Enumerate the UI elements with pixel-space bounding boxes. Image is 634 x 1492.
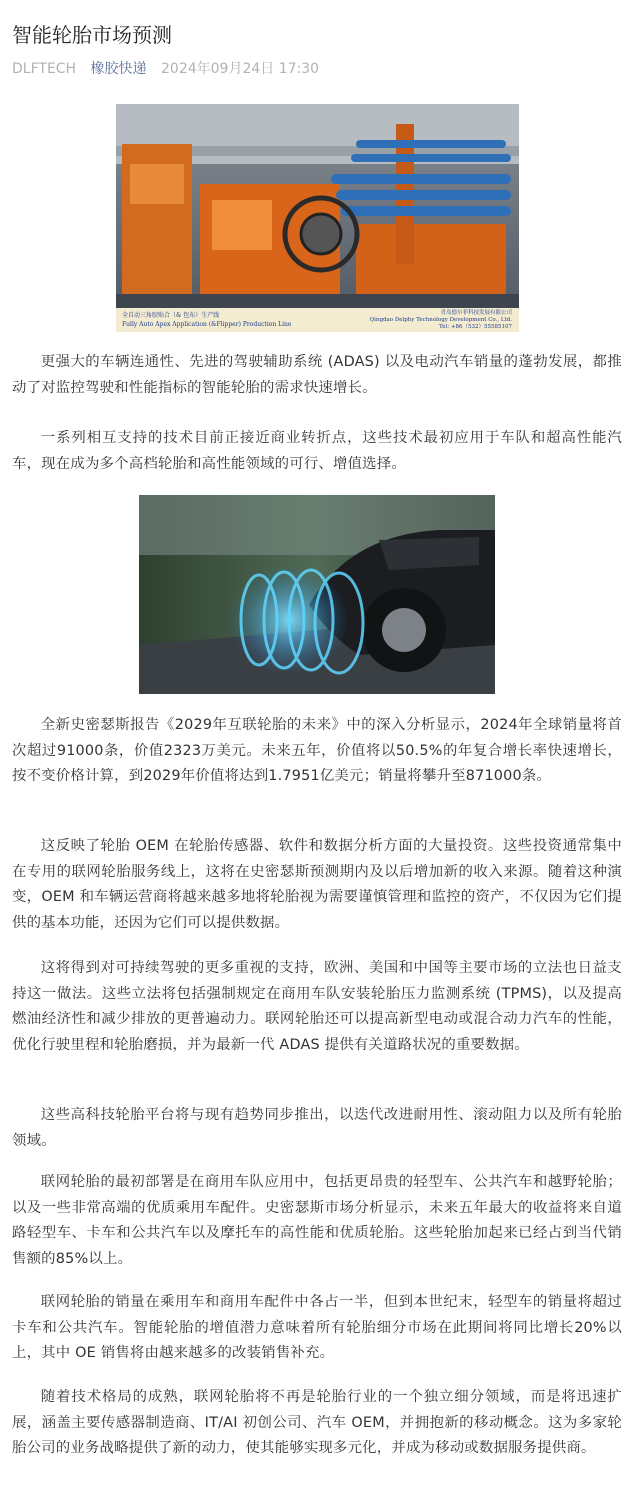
paragraph-6: 这些高科技轮胎平台将与现有趋势同步推出，以迭代改进耐用性、滚动阻力以及所有轮胎领域。: [12, 1107, 622, 1149]
caption-right-cn: 青岛德尔菲科技发展有限公司: [440, 310, 512, 316]
publish-time: 2024年09月24日 17:30: [161, 61, 320, 77]
production-line-illustration: [116, 104, 519, 332]
paragraph-3: 全新史密瑟斯报告《2029年互联轮胎的未来》中的深入分析显示，2024年全球销量将首次超过91000条，价值2323万美元。未来五年，价值将以50.5%的年复合增长率快速增长，按不变价格计算，到2029年价值将达到1.7951亿美元；销量将攀升至871000条。: [12, 717, 622, 785]
author-name: DLFTECH: [12, 61, 77, 77]
smart-tire-car-photo[interactable]: [139, 495, 495, 694]
paragraph-4: 这反映了轮胎 OEM 在轮胎传感器、软件和数据分析方面的大量投资。这些投资通常集中在专用的联网轮胎服务线上，这将在史密瑟斯预测期内及以后增加新的收入来源。随着这种演变，OEM 和车辆运营商将越来越多地将轮胎视为需要谨慎管理和监控的资产，不仅因为它们提供的基本功能，还因为它们可以提供数据。: [12, 838, 622, 931]
smart-tire-illustration: [139, 495, 495, 694]
paragraph-8: 联网轮胎的销量在乘用车和商用车配件中各占一半，但到本世纪末，轻型车的销量将超过卡车和公共汽车。智能轮胎的增值潜力意味着所有轮胎细分市场在此期间将同比增长20%以上，其中 OE 销售将由越来越多的改装销售补充。: [12, 1294, 622, 1362]
account-link[interactable]: 橡胶快递: [90, 61, 147, 77]
article-meta: [12, 58, 319, 78]
paragraph-7: 联网轮胎的最初部署是在商用车队应用中，包括更昂贵的轻型车、公共汽车和越野轮胎；以及一些非常高端的优质乘用车配件。史密瑟斯市场分析显示，未来五年最大的收益将来自道路轻型车、卡车和公共汽车以及摩托车的高性能和优质轮胎。这些轮胎加起来已经占到当代销售额的85%以上。: [12, 1174, 622, 1267]
production-line-photo[interactable]: [116, 104, 519, 332]
paragraph-1: 更强大的车辆连通性、先进的驾驶辅助系统 (ADAS) 以及电动汽车销量的蓬勃发展，都推动了对监控驾驶和性能指标的智能轮胎的需求快速增长。: [12, 354, 622, 396]
paragraph-5: 这将得到对可持续驾驶的更多重视的支持，欧洲、美国和中国等主要市场的立法也日益支持这一做法。这些立法将包括强制规定在商用车队安装轮胎压力监测系统 (TPMS)，以及提高燃油经济性和减少排放的更普遍动力。联网轮胎还可以提高新型电动或混合动力汽车的性能，优化行驶里程和轮胎磨损，并为最新一代 ADAS 提供有关道路状况的重要数据。: [12, 960, 622, 1053]
caption-right-tel: Tel: +86（532）55585107: [439, 324, 512, 330]
paragraph-9: 随着技术格局的成熟，联网轮胎将不再是轮胎行业的一个独立细分领域，而是将迅速扩展，涵盖主要传感器制造商、IT/AI 初创公司、汽车 OEM，并拥抱新的移动概念。这为多家轮胎公司的业务战略提供了新的动力，使其能够实现多元化，并成为移动或数据服务提供商。: [12, 1389, 622, 1457]
caption-left-cn: 全自动三角胶贴合（& 包布）生产线: [122, 312, 220, 319]
caption-right-en: Qingdao Delphy Technology Development Co., Ltd.: [369, 317, 512, 323]
article-title: 智能轮胎市场预测: [12, 23, 172, 47]
caption-left-en: Fully Auto Apex Application (&Flipper) Production Line: [122, 321, 292, 328]
paragraph-2: 一系列相互支持的技术目前正接近商业转折点，这些技术最初应用于车队和超高性能汽车，现在成为多个高档轮胎和高性能领域的可行、增值选择。: [12, 430, 622, 472]
